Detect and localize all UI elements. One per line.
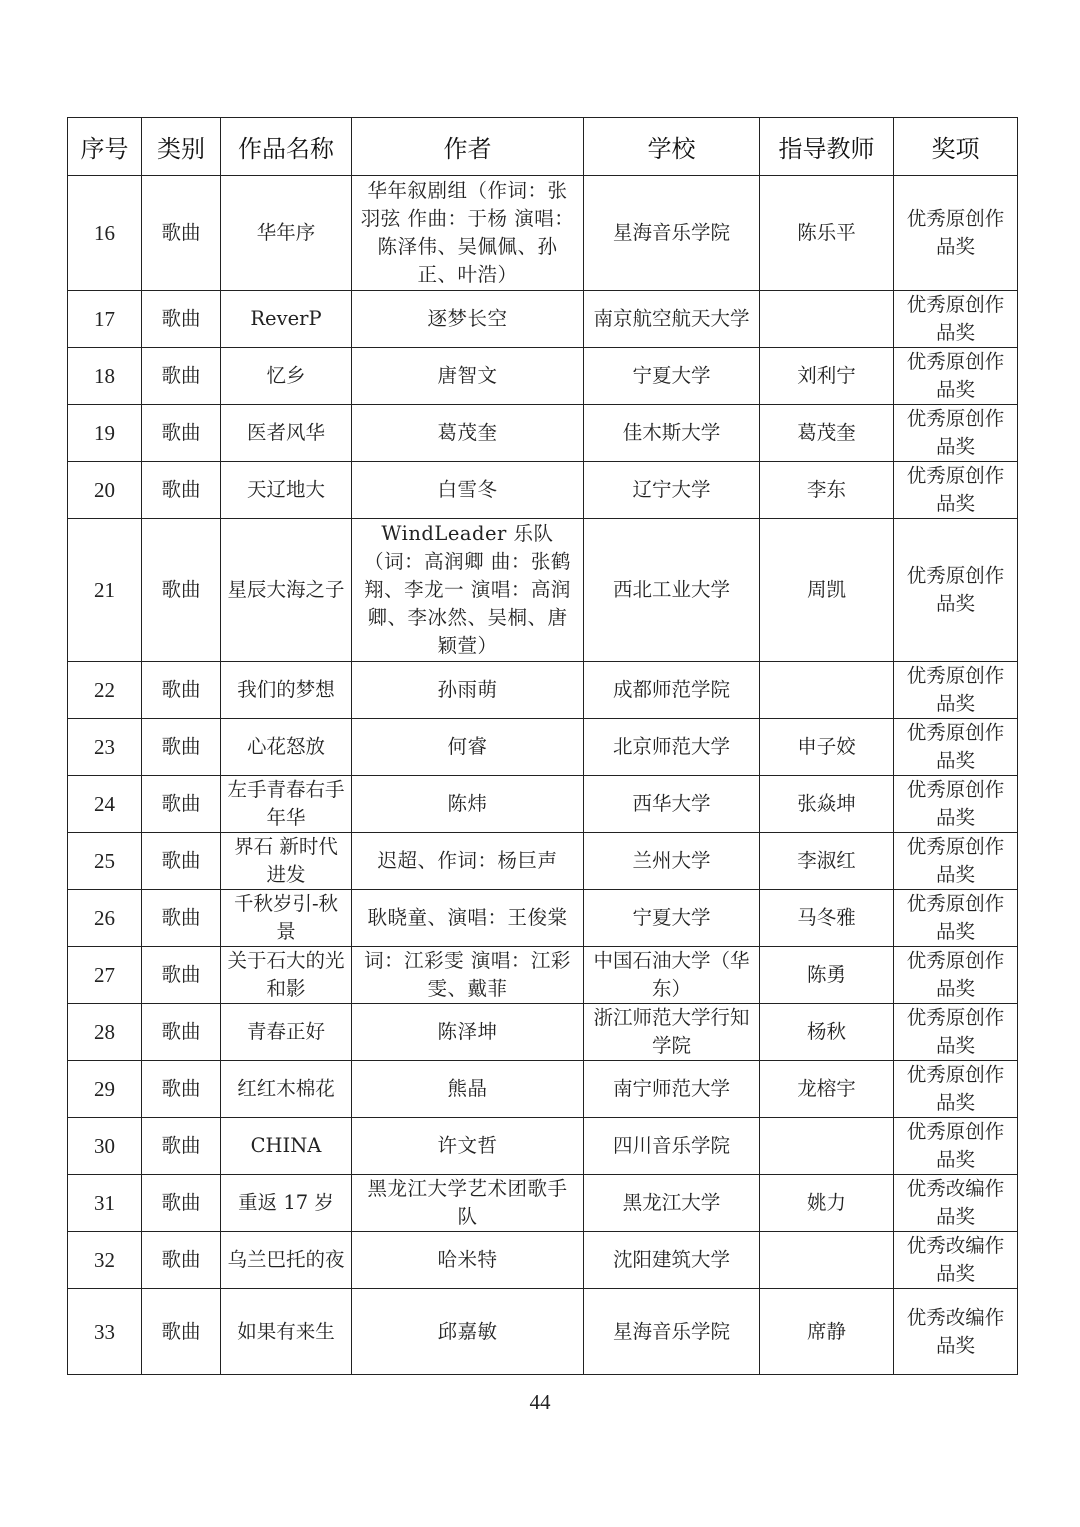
cell-title: 华年序: [221, 176, 352, 291]
cell-author: WindLeader 乐队（词：高润卿 曲：张鹤翔、李龙一 演唱：高润卿、李冰然、吴桐、唐颖萱）: [352, 519, 584, 662]
cell-author: 词：江彩雯 演唱：江彩雯、戴菲: [352, 947, 584, 1004]
cell-category: 歌曲: [142, 348, 221, 405]
cell-author: 孙雨萌: [352, 662, 584, 719]
cell-title: 界石 新时代进发: [221, 833, 352, 890]
cell-category: 歌曲: [142, 1004, 221, 1061]
awards-table: [67, 117, 1018, 1375]
cell-title: 天辽地大: [221, 462, 352, 519]
cell-number: 33: [68, 1289, 142, 1375]
header-cell-award: 奖项: [894, 118, 1018, 176]
cell-category: 歌曲: [142, 405, 221, 462]
cell-school: 兰州大学: [584, 833, 760, 890]
cell-author: 耿晓童、演唱：王俊棠: [352, 890, 584, 947]
table-row: [68, 176, 1018, 291]
cell-teacher: 姚力: [760, 1175, 894, 1232]
cell-number: 18: [68, 348, 142, 405]
cell-school: 宁夏大学: [584, 348, 760, 405]
cell-award: 优秀原创作品奖: [894, 519, 1018, 662]
cell-title: 关于石大的光和影: [221, 947, 352, 1004]
cell-award: 优秀原创作品奖: [894, 890, 1018, 947]
header-cell-school: 学校: [584, 118, 760, 176]
cell-author: 迟超、作词：杨巨声: [352, 833, 584, 890]
table-row: [68, 291, 1018, 348]
table-row: [68, 776, 1018, 833]
cell-number: 22: [68, 662, 142, 719]
table-row: [68, 662, 1018, 719]
cell-teacher: 陈乐平: [760, 176, 894, 291]
table-row: [68, 833, 1018, 890]
table-row: [68, 405, 1018, 462]
table-body: [68, 176, 1018, 1375]
cell-category: 歌曲: [142, 462, 221, 519]
cell-teacher: 张焱坤: [760, 776, 894, 833]
cell-title: 忆乡: [221, 348, 352, 405]
cell-title: 千秋岁引-秋景: [221, 890, 352, 947]
cell-title: ReverP: [221, 291, 352, 348]
cell-teacher: 席静: [760, 1289, 894, 1375]
cell-award: 优秀原创作品奖: [894, 662, 1018, 719]
cell-author: 哈米特: [352, 1232, 584, 1289]
cell-teacher: 葛茂奎: [760, 405, 894, 462]
cell-school: 佳木斯大学: [584, 405, 760, 462]
cell-award: 优秀原创作品奖: [894, 462, 1018, 519]
cell-school: 中国石油大学（华东）: [584, 947, 760, 1004]
cell-award: 优秀原创作品奖: [894, 291, 1018, 348]
table-row: [68, 519, 1018, 662]
cell-category: 歌曲: [142, 1061, 221, 1118]
cell-author: 邱嘉敏: [352, 1289, 584, 1375]
cell-school: 南宁师范大学: [584, 1061, 760, 1118]
cell-school: 沈阳建筑大学: [584, 1232, 760, 1289]
cell-author: 逐梦长空: [352, 291, 584, 348]
cell-number: 21: [68, 519, 142, 662]
cell-author: 陈炜: [352, 776, 584, 833]
cell-author: 熊晶: [352, 1061, 584, 1118]
cell-category: 歌曲: [142, 1289, 221, 1375]
cell-award: 优秀原创作品奖: [894, 1004, 1018, 1061]
cell-teacher: 杨秋: [760, 1004, 894, 1061]
cell-school: 成都师范学院: [584, 662, 760, 719]
cell-teacher: 李淑红: [760, 833, 894, 890]
cell-title: 乌兰巴托的夜: [221, 1232, 352, 1289]
cell-number: 25: [68, 833, 142, 890]
cell-number: 23: [68, 719, 142, 776]
cell-teacher: 陈勇: [760, 947, 894, 1004]
cell-number: 27: [68, 947, 142, 1004]
cell-school: 北京师范大学: [584, 719, 760, 776]
cell-number: 30: [68, 1118, 142, 1175]
cell-teacher: 马冬雅: [760, 890, 894, 947]
cell-author: 华年叙剧组（作词：张羽弦 作曲：于杨 演唱：陈泽伟、吴佩佩、孙正、叶浩）: [352, 176, 584, 291]
cell-title: 如果有来生: [221, 1289, 352, 1375]
cell-category: 歌曲: [142, 947, 221, 1004]
header-row: [68, 118, 1018, 176]
table-row: [68, 462, 1018, 519]
cell-category: 歌曲: [142, 519, 221, 662]
cell-number: 32: [68, 1232, 142, 1289]
cell-school: 辽宁大学: [584, 462, 760, 519]
cell-title: 心花怒放: [221, 719, 352, 776]
cell-teacher: [760, 1118, 894, 1175]
cell-teacher: 周凯: [760, 519, 894, 662]
cell-author: 唐智文: [352, 348, 584, 405]
cell-award: 优秀原创作品奖: [894, 947, 1018, 1004]
table-row: [68, 1061, 1018, 1118]
cell-category: 歌曲: [142, 662, 221, 719]
table-row: [68, 348, 1018, 405]
cell-title: 星辰大海之子: [221, 519, 352, 662]
cell-category: 歌曲: [142, 291, 221, 348]
cell-school: 南京航空航天大学: [584, 291, 760, 348]
cell-author: 白雪冬: [352, 462, 584, 519]
cell-school: 黑龙江大学: [584, 1175, 760, 1232]
cell-number: 26: [68, 890, 142, 947]
cell-teacher: 李东: [760, 462, 894, 519]
cell-category: 歌曲: [142, 833, 221, 890]
cell-title: 红红木棉花: [221, 1061, 352, 1118]
cell-school: 西华大学: [584, 776, 760, 833]
header-cell-author: 作者: [352, 118, 584, 176]
cell-school: 四川音乐学院: [584, 1118, 760, 1175]
cell-award: 优秀原创作品奖: [894, 719, 1018, 776]
cell-award: 优秀改编作品奖: [894, 1175, 1018, 1232]
cell-category: 歌曲: [142, 890, 221, 947]
cell-teacher: 龙榕宇: [760, 1061, 894, 1118]
cell-title: 我们的梦想: [221, 662, 352, 719]
cell-award: 优秀改编作品奖: [894, 1289, 1018, 1375]
cell-category: 歌曲: [142, 176, 221, 291]
cell-award: 优秀原创作品奖: [894, 1118, 1018, 1175]
cell-title: 左手青春右手年华: [221, 776, 352, 833]
table-row: [68, 719, 1018, 776]
cell-award: 优秀原创作品奖: [894, 833, 1018, 890]
cell-category: 歌曲: [142, 1118, 221, 1175]
table-row: [68, 1232, 1018, 1289]
cell-school: 宁夏大学: [584, 890, 760, 947]
cell-number: 31: [68, 1175, 142, 1232]
cell-title: 重返 17 岁: [221, 1175, 352, 1232]
header-cell-teacher: 指导教师: [760, 118, 894, 176]
cell-author: 陈泽坤: [352, 1004, 584, 1061]
cell-category: 歌曲: [142, 1232, 221, 1289]
cell-number: 28: [68, 1004, 142, 1061]
cell-award: 优秀改编作品奖: [894, 1232, 1018, 1289]
cell-number: 29: [68, 1061, 142, 1118]
cell-award: 优秀原创作品奖: [894, 776, 1018, 833]
cell-teacher: [760, 1232, 894, 1289]
cell-award: 优秀原创作品奖: [894, 176, 1018, 291]
table-row: [68, 1289, 1018, 1375]
cell-teacher: 申子姣: [760, 719, 894, 776]
cell-category: 歌曲: [142, 719, 221, 776]
cell-award: 优秀原创作品奖: [894, 405, 1018, 462]
header-cell-number: 序号: [68, 118, 142, 176]
cell-number: 24: [68, 776, 142, 833]
table-row: [68, 947, 1018, 1004]
table-row: [68, 1175, 1018, 1232]
cell-category: 歌曲: [142, 776, 221, 833]
cell-school: 浙江师范大学行知学院: [584, 1004, 760, 1061]
page-number: 44: [529, 1390, 551, 1414]
cell-award: 优秀原创作品奖: [894, 348, 1018, 405]
header-cell-title: 作品名称: [221, 118, 352, 176]
cell-author: 黑龙江大学艺术团歌手队: [352, 1175, 584, 1232]
cell-number: 17: [68, 291, 142, 348]
table-row: [68, 1118, 1018, 1175]
cell-number: 16: [68, 176, 142, 291]
table-row: [68, 1004, 1018, 1061]
cell-number: 20: [68, 462, 142, 519]
cell-title: CHINA: [221, 1118, 352, 1175]
cell-author: 何睿: [352, 719, 584, 776]
cell-school: 西北工业大学: [584, 519, 760, 662]
cell-number: 19: [68, 405, 142, 462]
cell-teacher: [760, 291, 894, 348]
cell-category: 歌曲: [142, 1175, 221, 1232]
cell-title: 医者风华: [221, 405, 352, 462]
cell-school: 星海音乐学院: [584, 176, 760, 291]
cell-award: 优秀原创作品奖: [894, 1061, 1018, 1118]
cell-teacher: [760, 662, 894, 719]
cell-author: 葛茂奎: [352, 405, 584, 462]
header-cell-category: 类别: [142, 118, 221, 176]
cell-teacher: 刘利宁: [760, 348, 894, 405]
cell-title: 青春正好: [221, 1004, 352, 1061]
cell-author: 许文哲: [352, 1118, 584, 1175]
cell-school: 星海音乐学院: [584, 1289, 760, 1375]
table-row: [68, 890, 1018, 947]
